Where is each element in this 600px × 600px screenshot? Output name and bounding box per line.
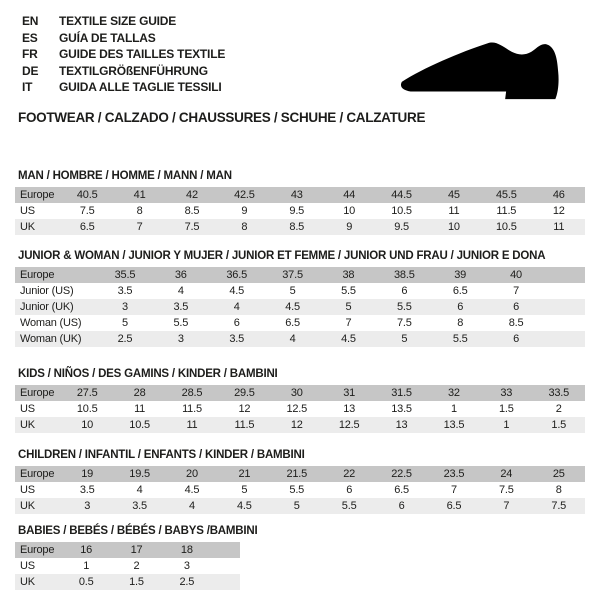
size-cell: 13.5 [428,417,480,433]
table-row [15,267,585,283]
size-cell: 11 [113,401,165,417]
row-label: Woman (UK) [15,331,97,347]
size-cell: 20 [166,466,218,482]
size-cell: 5.5 [376,299,432,315]
size-cell: 40.5 [61,187,113,203]
size-cell: 5 [97,315,153,331]
size-cell: 8.5 [166,203,218,219]
size-cell: 10 [428,219,480,235]
size-cell: 4 [209,299,265,315]
size-cell: 43 [271,187,323,203]
size-cell: 11 [428,203,480,219]
row-label: Europe [15,187,61,203]
size-section [15,368,600,433]
size-cell: 8.5 [271,219,323,235]
size-cell: 6 [375,498,427,514]
section-title: JUNIOR & WOMAN / JUNIOR Y MUJER / JUNIOR ET FEMME / JUNIOR UND FRAU / JUNIOR E DONA [18,249,546,262]
size-cell: 6 [323,482,375,498]
size-cell: 33.5 [533,385,585,401]
size-cell: 46 [533,187,585,203]
size-cell: 4 [153,283,209,299]
row-label: Europe [15,466,61,482]
size-cell: 10.5 [480,219,532,235]
table-row [15,187,585,203]
size-cell: 11.5 [480,203,532,219]
table-row [15,558,240,574]
size-cell: 3.5 [61,482,113,498]
language-title: TEXTILGRÖßENFÜHRUNG [59,63,208,78]
size-cell: 6 [432,299,488,315]
size-cell: 24 [480,466,532,482]
size-cell: 1 [61,558,111,574]
size-cell: 31 [323,385,375,401]
size-cell: 11 [166,417,218,433]
section-title: MAN / HOMBRE / HOMME / MANN / MAN [18,169,232,182]
language-title: GUIDE DES TAILLES TEXTILE [59,47,226,61]
row-label: UK [15,417,61,433]
size-cell: 7 [480,498,532,514]
table-row [15,203,585,219]
table-row [15,498,585,514]
size-cell: 2 [533,401,585,417]
size-cell: 6.5 [375,482,427,498]
size-cell: 40 [488,267,544,283]
size-cell: 3 [162,558,212,574]
size-cell: 8 [432,315,488,331]
size-cell: 7 [488,283,544,299]
size-cell: 7 [428,482,480,498]
size-section [15,250,600,347]
size-cell: 33 [480,385,532,401]
size-cell: 6.5 [265,315,321,331]
section-title: KIDS / NIÑOS / DES GAMINS / KINDER / BAMBINI [18,367,278,380]
size-cell: 1.5 [533,417,585,433]
size-cell: 3.5 [113,498,165,514]
size-cell: 29.5 [218,385,270,401]
size-cell: 6.5 [432,283,488,299]
row-label: Europe [15,385,61,401]
size-cell: 44.5 [375,187,427,203]
row-label: Junior (UK) [15,299,97,315]
size-cell: 37.5 [265,267,321,283]
size-cell: 42 [166,187,218,203]
size-cell: 11 [533,219,585,235]
row-label: US [15,401,61,417]
size-cell: 22.5 [375,466,427,482]
dress-shoe-icon [392,22,572,104]
size-cell: 19.5 [113,466,165,482]
size-cell: 16 [61,542,111,558]
table-row [15,331,585,347]
size-cell: 28 [113,385,165,401]
size-cell: 5 [321,299,377,315]
size-cell: 28.5 [166,385,218,401]
language-code: EN [22,14,39,28]
size-cell: 1.5 [480,401,532,417]
size-cell: 2.5 [162,574,212,590]
size-cell: 3 [61,498,113,514]
size-table [15,466,585,514]
size-cell: 30 [271,385,323,401]
table-row [15,401,585,417]
size-cell: 45 [428,187,480,203]
row-label: Europe [15,542,61,558]
row-label: Woman (US) [15,315,97,331]
size-cell: 3.5 [209,331,265,347]
size-cell: 8 [218,219,270,235]
size-cell: 4.5 [166,482,218,498]
table-row [15,482,585,498]
size-cell: 3.5 [153,299,209,315]
row-label: US [15,482,61,498]
size-cell: 6 [209,315,265,331]
size-cell: 3 [153,331,209,347]
language-code: DE [22,63,39,78]
language-code: ES [22,30,38,45]
size-table [15,385,585,433]
size-section [15,170,600,235]
size-cell: 1.5 [111,574,161,590]
size-cell: 5 [376,331,432,347]
size-cell: 8.5 [488,315,544,331]
size-cell: 12.5 [271,401,323,417]
size-cell: 4 [166,498,218,514]
size-cell: 10 [323,203,375,219]
size-cell: 5.5 [432,331,488,347]
size-cell: 2 [111,558,161,574]
size-section [15,525,600,590]
size-cell: 12 [218,401,270,417]
size-cell: 6 [488,299,544,315]
table-row [15,299,585,315]
section-title: CHILDREN / INFANTIL / ENFANTS / KINDER / BAMBINI [18,448,305,461]
size-cell: 5.5 [323,498,375,514]
size-cell: 22 [323,466,375,482]
table-row [15,385,585,401]
size-cell: 27.5 [61,385,113,401]
spacer-cell [544,267,585,283]
size-cell: 7 [113,219,165,235]
size-cell: 39 [432,267,488,283]
size-cell: 38.5 [376,267,432,283]
size-cell: 9 [323,219,375,235]
row-label: Junior (US) [15,283,97,299]
size-cell: 12 [533,203,585,219]
size-cell: 4 [113,482,165,498]
size-cell: 18 [162,542,212,558]
size-cell: 12.5 [323,417,375,433]
size-cell: 5.5 [271,482,323,498]
spacer-cell [544,283,585,299]
spacer-cell [212,558,240,574]
row-label: UK [15,498,61,514]
size-cell: 19 [61,466,113,482]
row-label: UK [15,219,61,235]
size-cell: 21 [218,466,270,482]
row-label: US [15,558,61,574]
spacer-cell [544,331,585,347]
size-cell: 12 [271,417,323,433]
size-table [15,267,585,347]
size-cell: 31.5 [375,385,427,401]
size-section [15,449,600,514]
size-cell: 45.5 [480,187,532,203]
size-cell: 36.5 [209,267,265,283]
spacer-cell [212,542,240,558]
size-cell: 5 [218,482,270,498]
size-cell: 5 [271,498,323,514]
size-cell: 25 [533,466,585,482]
spacer-cell [544,315,585,331]
language-title: GUIDA ALLE TAGLIE TESSILI [59,80,222,94]
size-cell: 4 [265,331,321,347]
table-row [15,315,585,331]
size-cell: 36 [153,267,209,283]
row-label: US [15,203,61,219]
size-cell: 0.5 [61,574,111,590]
size-cell: 17 [111,542,161,558]
page-header [0,0,600,125]
size-cell: 8 [533,482,585,498]
size-cell: 7.5 [480,482,532,498]
size-cell: 7.5 [61,203,113,219]
size-cell: 38 [321,267,377,283]
row-label: UK [15,574,61,590]
size-cell: 10 [61,417,113,433]
size-cell: 5 [265,283,321,299]
language-code: FR [22,47,38,61]
size-cell: 9.5 [375,219,427,235]
size-cell: 9.5 [271,203,323,219]
size-cell: 1 [480,417,532,433]
size-cell: 4.5 [218,498,270,514]
size-cell: 3 [97,299,153,315]
size-table [15,542,240,590]
language-code: IT [22,80,33,94]
size-cell: 6 [488,331,544,347]
section-title: BABIES / BEBÉS / BÉBÉS / BABYS /BAMBINI [18,524,258,537]
size-cell: 7.5 [166,219,218,235]
size-cell: 1 [428,401,480,417]
size-cell: 8 [113,203,165,219]
spacer-cell [544,299,585,315]
size-cell: 10.5 [61,401,113,417]
table-row [15,466,585,482]
category-title: FOOTWEAR / CALZADO / CHAUSSURES / SCHUHE / CALZATURE [18,109,426,125]
size-tables [0,170,600,590]
size-cell: 10.5 [113,417,165,433]
size-cell: 13 [375,417,427,433]
table-row [15,574,240,590]
size-cell: 42.5 [218,187,270,203]
table-row [15,219,585,235]
size-cell: 35.5 [97,267,153,283]
size-cell: 4.5 [321,331,377,347]
size-cell: 11.5 [166,401,218,417]
size-cell: 11.5 [218,417,270,433]
size-cell: 13 [323,401,375,417]
row-label: Europe [15,267,97,283]
size-cell: 41 [113,187,165,203]
language-title: GUÍA DE TALLAS [59,30,156,45]
size-cell: 13.5 [375,401,427,417]
size-cell: 7.5 [533,498,585,514]
size-cell: 6 [376,283,432,299]
table-row [15,283,585,299]
size-cell: 6.5 [428,498,480,514]
size-cell: 32 [428,385,480,401]
size-table [15,187,585,235]
size-cell: 9 [218,203,270,219]
table-row [15,542,240,558]
size-cell: 3.5 [97,283,153,299]
size-cell: 2.5 [97,331,153,347]
size-cell: 23.5 [428,466,480,482]
size-cell: 7 [321,315,377,331]
size-cell: 7.5 [376,315,432,331]
size-cell: 4.5 [265,299,321,315]
size-cell: 6.5 [61,219,113,235]
table-row [15,417,585,433]
size-cell: 10.5 [375,203,427,219]
size-cell: 5.5 [321,283,377,299]
size-cell: 4.5 [209,283,265,299]
language-title: TEXTILE SIZE GUIDE [59,14,177,28]
size-cell: 5.5 [153,315,209,331]
size-cell: 44 [323,187,375,203]
size-cell: 21.5 [271,466,323,482]
spacer-cell [212,574,240,590]
